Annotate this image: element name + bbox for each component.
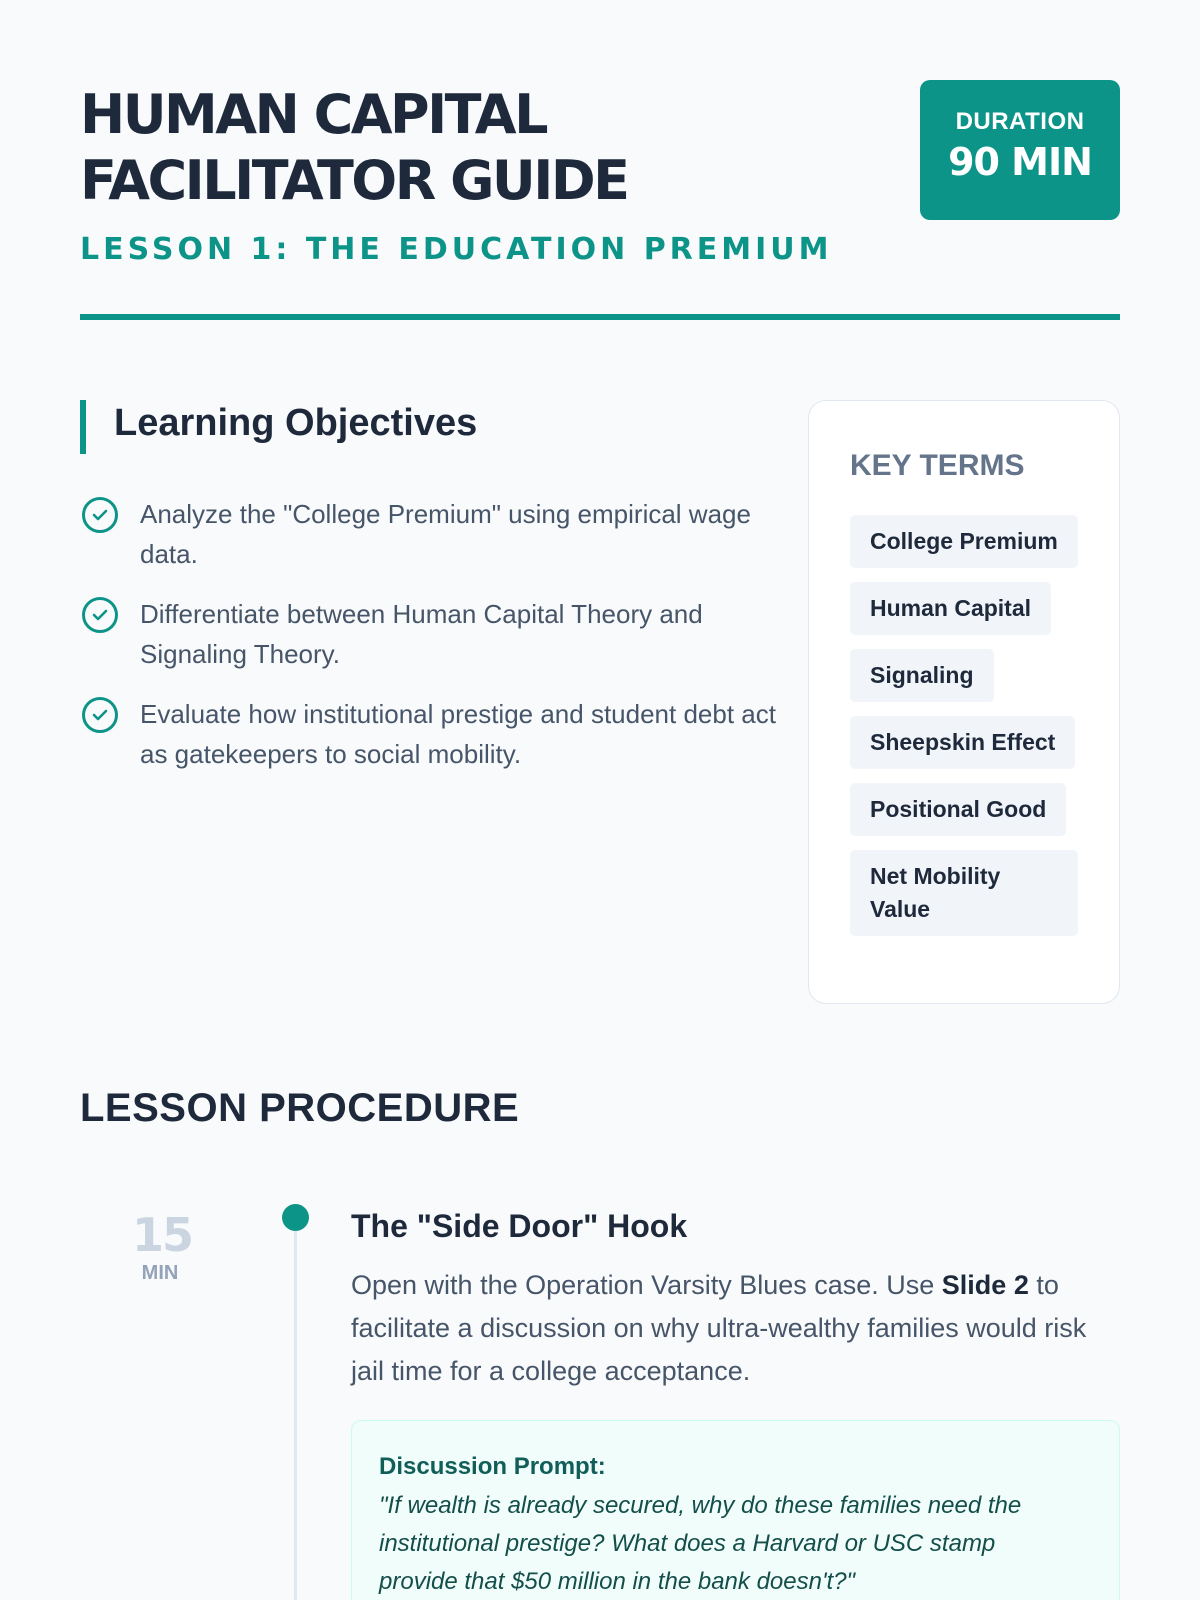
slide-reference: Slide 2	[941, 1270, 1029, 1300]
discussion-prompt-box	[351, 1420, 1120, 1600]
objectives-list	[80, 494, 780, 794]
facilitator-guide-page	[80, 0, 1120, 1600]
step-duration	[132, 1208, 193, 1285]
step-description-text: Open with the Operation Varsity Blues case. Use	[351, 1270, 942, 1300]
step-title: The "Side Door" Hook	[351, 1208, 688, 1244]
lesson-subtitle: LESSON 1: THE EDUCATION PREMIUM	[80, 232, 833, 267]
step-duration-unit: MIN	[141, 1262, 179, 1284]
key-term-tag: Positional Good	[850, 783, 1066, 836]
duration-badge	[920, 80, 1120, 220]
step-duration-value: 15	[132, 1208, 193, 1262]
discussion-prompt-text: "If wealth is already secured, why do these families need the institutional prestige? What does a Harvard or USC stamp provide that $50 million in the bank doesn't?"	[379, 1492, 1022, 1595]
objective-item	[80, 594, 780, 674]
objective-text: Evaluate how institutional prestige and student debt act as gatekeepers to social mobility.	[140, 699, 776, 769]
objective-item	[80, 494, 780, 574]
key-terms-card	[808, 400, 1120, 1004]
step-description-text: to facilitate a discussion on why ultra-wealthy families would risk jail time for a college acceptance.	[351, 1270, 1087, 1386]
procedure-heading: LESSON PROCEDURE	[80, 1086, 520, 1130]
objective-text: Analyze the "College Premium" using empirical wage data.	[140, 499, 751, 569]
key-term-tag: Signaling	[850, 649, 994, 702]
duration-value: 90 MIN	[948, 140, 1092, 184]
objective-text: Differentiate between Human Capital Theory and Signaling Theory.	[140, 599, 703, 669]
key-term-tag: Sheepskin Effect	[850, 716, 1075, 769]
discussion-prompt-label: Discussion Prompt:	[379, 1453, 606, 1480]
page-title-line-2: FACILITATOR GUIDE	[80, 149, 628, 212]
key-terms-heading: KEY TERMS	[850, 449, 1025, 482]
timeline-dot	[282, 1204, 309, 1231]
duration-label: DURATION	[955, 108, 1085, 135]
objective-item	[80, 694, 780, 774]
step-description	[351, 1264, 1111, 1393]
header-divider	[80, 314, 1120, 320]
page-title-line-1: HUMAN CAPITAL	[80, 83, 546, 146]
objectives-heading: Learning Objectives	[114, 402, 478, 444]
check-circle-icon	[82, 697, 118, 733]
key-terms-list	[850, 515, 1080, 950]
timeline-line	[294, 1218, 297, 1600]
key-term-tag: Human Capital	[850, 582, 1051, 635]
page-title	[80, 82, 840, 214]
key-term-tag: Net Mobility Value	[850, 850, 1078, 936]
check-circle-icon	[82, 497, 118, 533]
check-circle-icon	[82, 597, 118, 633]
key-term-tag: College Premium	[850, 515, 1078, 568]
section-accent-bar	[80, 400, 86, 454]
